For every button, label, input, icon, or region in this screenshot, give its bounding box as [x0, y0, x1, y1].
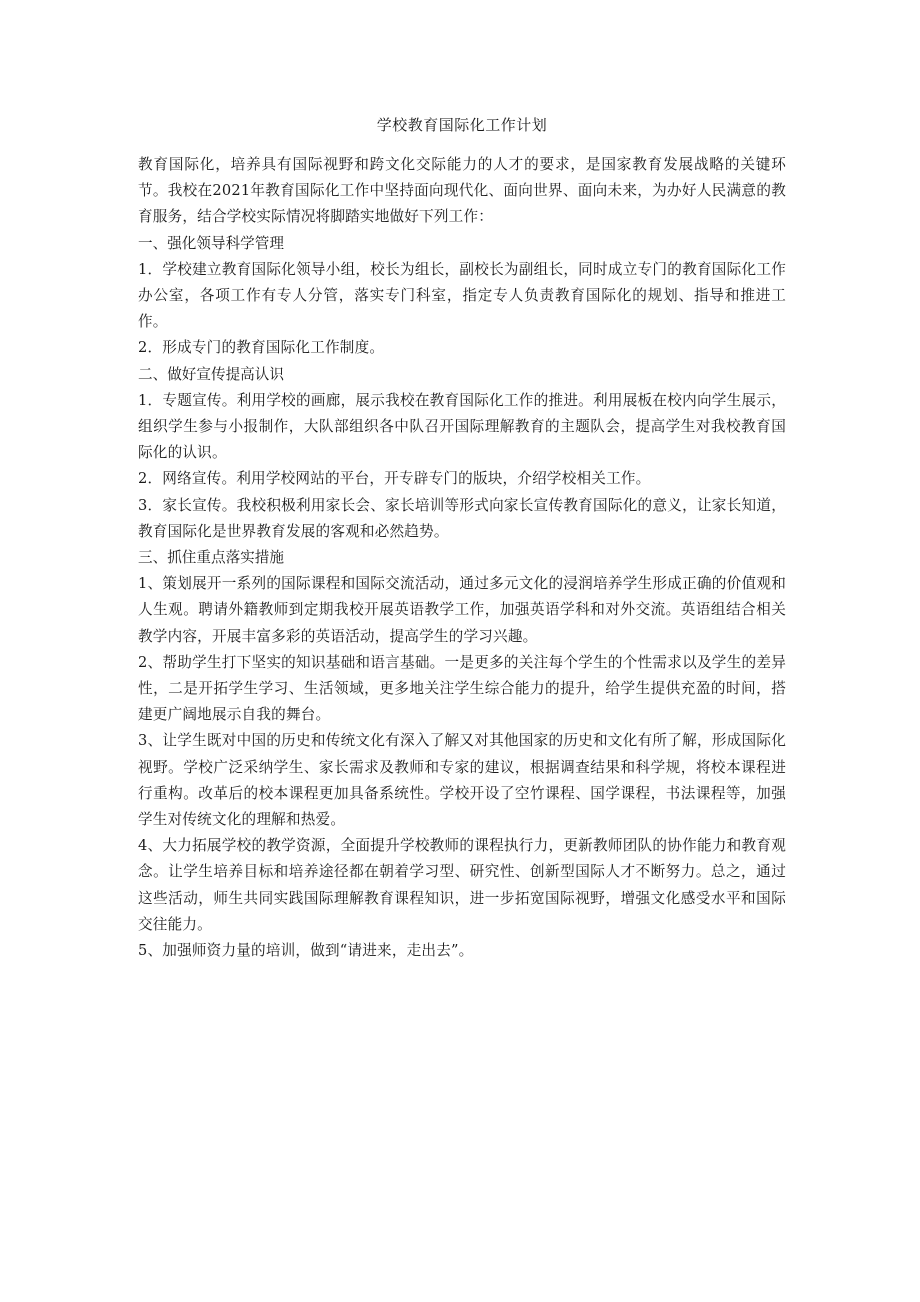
section1-item-2: 2．形成专门的教育国际化工作制度。	[138, 339, 385, 357]
section3-item-2: 2、帮助学生打下坚实的知识基础和语言基础。一是更多的关注每个学生的个性需求以及学生的差异性，二是开拓学生学习、生活领域，更多地关注学生综合能力的提升，给学生提供充盈的时间，搭建更广阔地展示自我的舞台。	[138, 653, 786, 724]
section3-item-4: 4、大力拓展学校的教学资源，全面提升学校教师的课程执行力，更新教师团队的协作能力和教育观念。让学生培养目标和培养途径都在朝着学习型、研究性、创新型国际人才不断努力。总之，通过这些活动，师生共同实践国际理解教育课程知识，进一步拓宽国际视野，增强文化感受水平和国际交往能力。	[138, 837, 786, 933]
document-page	[138, 112, 786, 964]
section3-item-5: 5、加强师资力量的培训，做到“请进来，走出去”。	[138, 942, 474, 960]
section1-item-1: 1．学校建立教育国际化领导小组，校长为组长，副校长为副组长，同时成立专门的教育国际化工作办公室，各项工作有专人分管，落实专门科室，指定专人负责教育国际化的规划、指导和推进工作。	[138, 260, 786, 331]
section-heading-2: 二、做好宣传提高认识	[138, 365, 284, 383]
section3-item-3: 3、让学生既对中国的历史和传统文化有深入了解又对其他国家的历史和文化有所了解，形成国际化视野。学校广泛采纳学生、家长需求及教师和专家的建议，根据调查结果和科学规，将校本课程进行重构。改革后的校本课程更加具备系统性。学校开设了空竹课程、国学课程，书法课程等，加强学生对传统文化的理解和热爱。	[138, 732, 786, 829]
intro-paragraph: 教育国际化，培养具有国际视野和跨文化交际能力的人才的要求，是国家教育发展战略的关键环节。我校在2021年教育国际化工作中坚持面向现代化、面向世界、面向未来，为办好人民满意的教育服务，结合学校实际情况将脚踏实地做好下列工作：	[138, 156, 786, 226]
section2-item-1: 1．专题宣传。利用学校的画廊，展示我校在教育国际化工作的推进。利用展板在校内向学生展示，组织学生参与小报制作，大队部组织各中队召开国际理解教育的主题队会，提高学生对我校教育国际化的认识。	[138, 391, 786, 462]
section-heading-3: 三、抓住重点落实措施	[138, 549, 284, 567]
section3-item-1: 1、策划展开一系列的国际课程和国际交流活动，通过多元文化的浸润培养学生形成正确的价值观和人生观。聘请外籍教师到定期我校开展英语教学工作，加强英语学科和对外交流。英语组结合相关教学内容，开展丰富多彩的英语活动，提高学生的学习兴趣。	[138, 575, 786, 645]
section2-item-2: 2．网络宣传。利用学校网站的平台，开专辟专门的版块，介绍学校相关工作。	[138, 470, 651, 488]
section-heading-1: 一、强化领导科学管理	[138, 234, 284, 252]
section2-item-3: 3．家长宣传。我校积极利用家长会、家长培训等形式向家长宣传教育国际化的意义，让家长知道，教育国际化是世界教育发展的客观和必然趋势。	[138, 496, 786, 540]
document-title: 学校教育国际化工作计划	[376, 116, 548, 134]
